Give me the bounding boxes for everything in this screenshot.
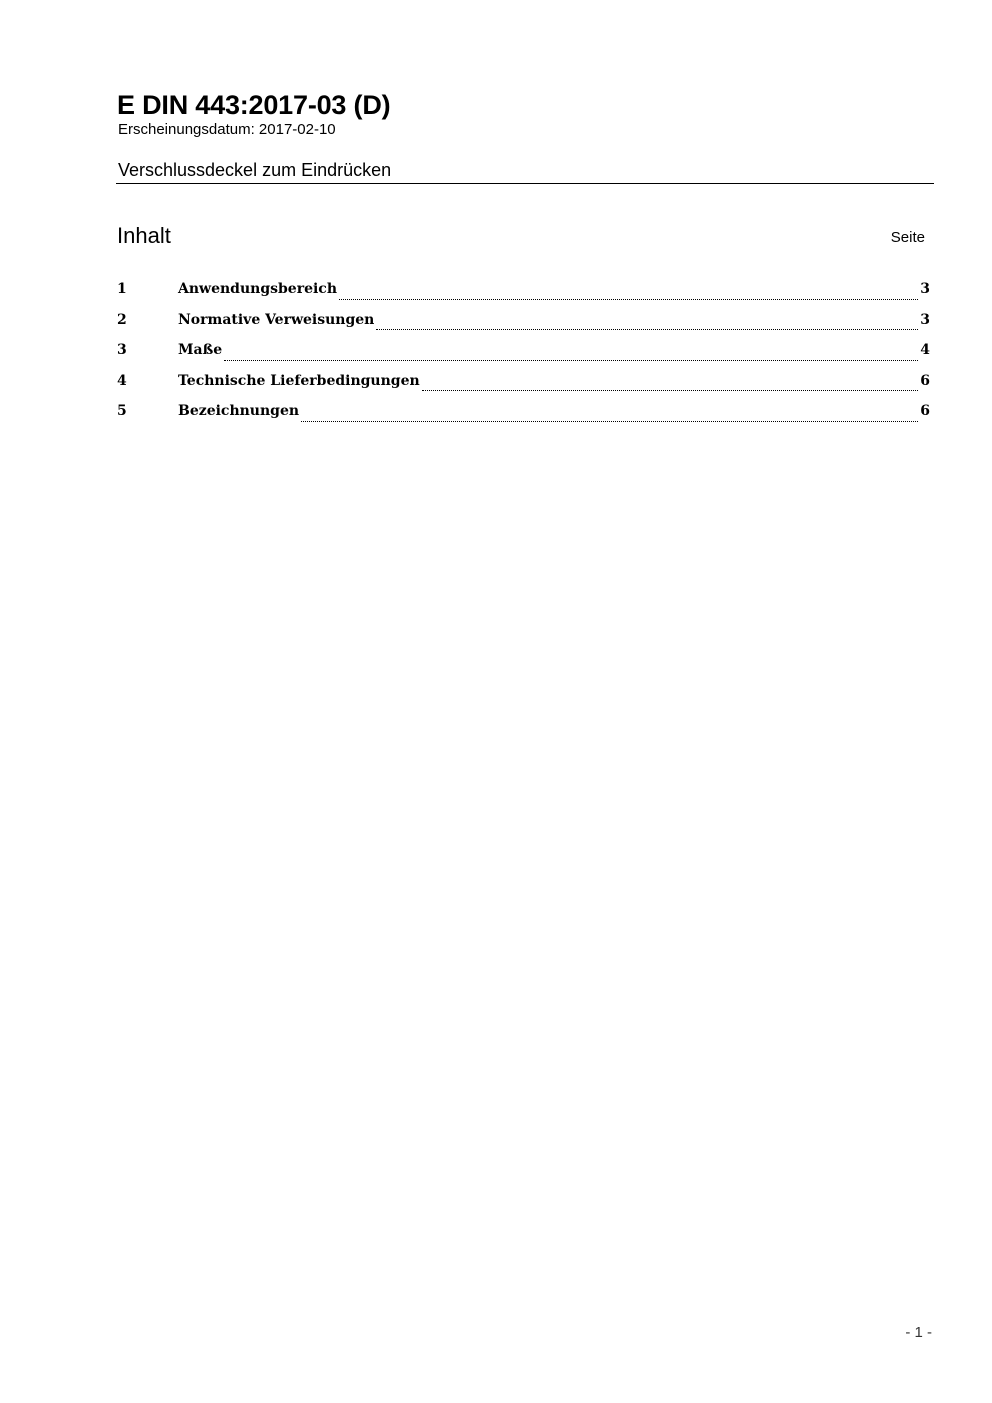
- toc-entry-page[interactable]: 3: [920, 311, 930, 328]
- toc-entry-page[interactable]: 6: [920, 372, 930, 389]
- toc-entry-number: 3: [117, 342, 127, 358]
- toc-dot-leader: [224, 359, 918, 361]
- toc-entry-page[interactable]: 4: [920, 342, 930, 358]
- toc-entry-label[interactable]: Anwendungsbereich: [178, 281, 337, 297]
- toc-entry[interactable]: [117, 370, 930, 401]
- toc-entry-page[interactable]: 3: [920, 281, 930, 297]
- document-title: E DIN 443:2017-03 (D): [117, 90, 391, 120]
- toc-entry-number: 4: [117, 372, 127, 389]
- toc-dot-leader: [301, 420, 918, 422]
- page-number: - 1 -: [905, 1324, 932, 1341]
- toc-entry[interactable]: [117, 339, 930, 370]
- toc-entry-number: 2: [117, 311, 127, 328]
- toc-entry-number: 5: [117, 403, 127, 419]
- document-subject: Verschlussdeckel zum Eindrücken: [118, 160, 392, 180]
- toc-entry-label[interactable]: Bezeichnungen: [178, 403, 300, 419]
- toc-heading: Inhalt: [117, 223, 171, 248]
- toc-page-column-label: Seite: [890, 229, 925, 246]
- toc-entry[interactable]: [117, 400, 930, 431]
- toc-entry-label[interactable]: Maße: [178, 342, 223, 358]
- toc-dot-leader: [376, 328, 918, 330]
- table-of-contents: [117, 278, 930, 431]
- toc-entry-label[interactable]: Technische Lieferbedingungen: [178, 372, 420, 389]
- toc-entry-label[interactable]: Normative Verweisungen: [178, 311, 375, 328]
- issue-date: Erscheinungsdatum: 2017-02-10: [118, 121, 336, 138]
- toc-dot-leader: [339, 298, 918, 300]
- header-divider: [116, 183, 934, 184]
- toc-entry-page[interactable]: 6: [920, 403, 930, 419]
- toc-entry-number: 1: [117, 281, 127, 297]
- toc-entry[interactable]: [117, 278, 930, 309]
- toc-dot-leader: [422, 389, 919, 391]
- toc-entry[interactable]: [117, 309, 930, 340]
